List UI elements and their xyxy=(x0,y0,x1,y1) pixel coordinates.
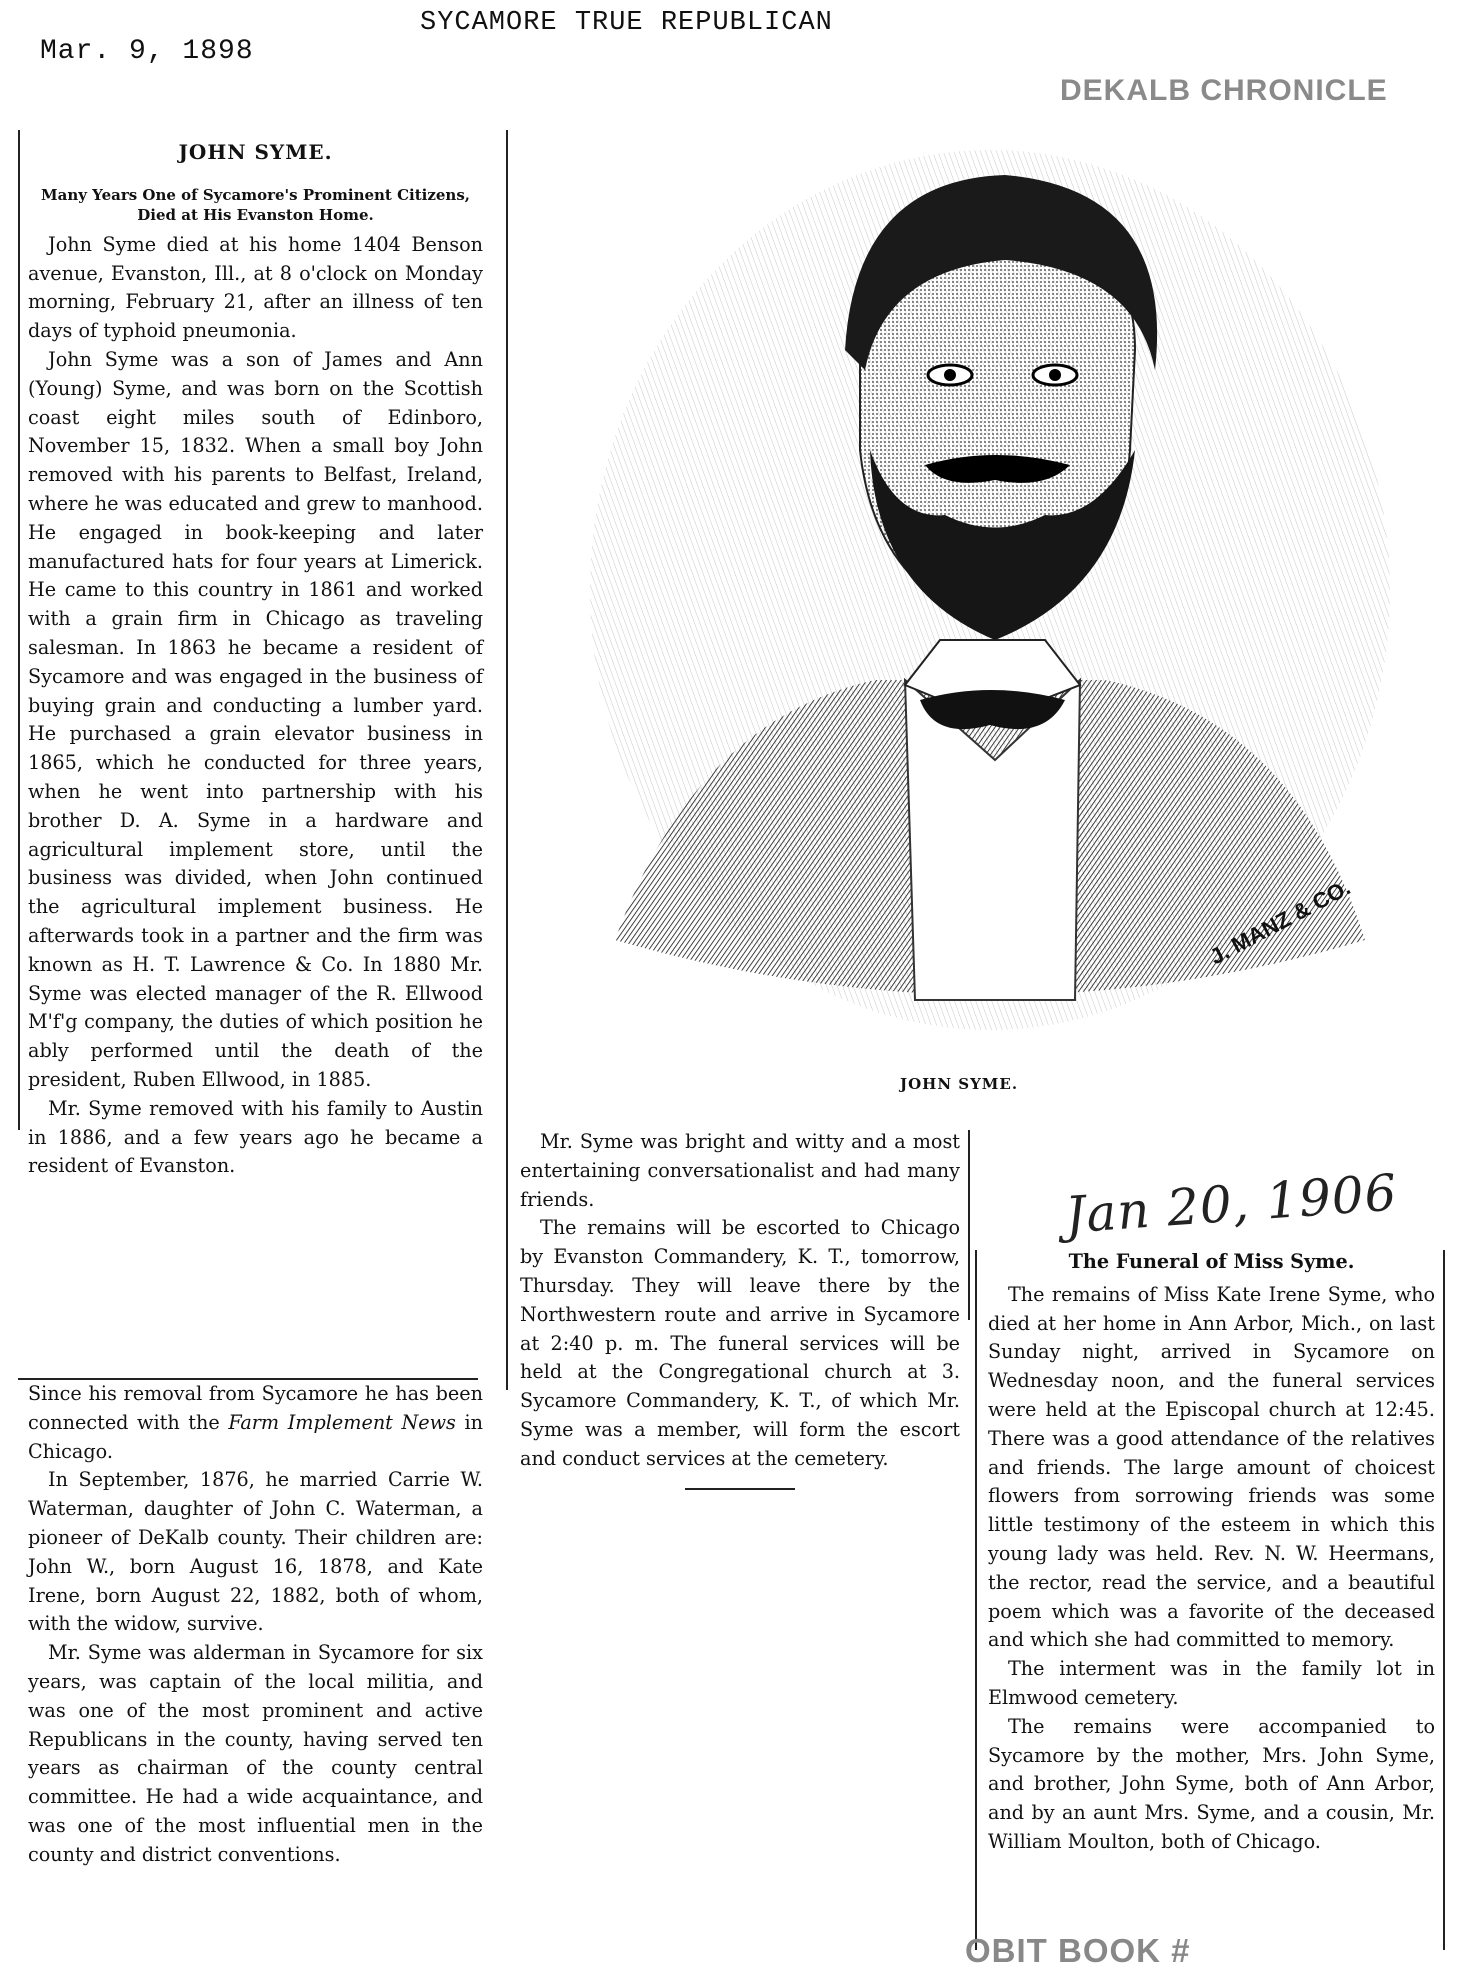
paragraph: The interment was in the family lot in Elmwood cemetery. xyxy=(988,1657,1435,1709)
paragraph-end: in Chicago. xyxy=(28,1410,483,1463)
article-column-1-continued xyxy=(28,1380,483,1870)
paragraph: The remains were accompanied to Sycamore by the mother, Mrs. John Syme, and brother, John Syme, both of Ann Arbor, and by an aunt Mrs. Syme, and a cousin, Mr. William Moulton, both of Chicago. xyxy=(988,1714,1435,1853)
article-column-1 xyxy=(28,134,483,1181)
paragraph xyxy=(28,1380,483,1466)
paragraph: Mr. Syme removed with his family to Austin in 1886, and a few years ago he became a resident of Evanston. xyxy=(28,1096,483,1178)
column-rule-middle xyxy=(506,130,508,1390)
paragraph: Mr. Syme was bright and witty and a most entertaining conversationalist and had many friends. xyxy=(520,1130,960,1211)
paragraph: John Syme was a son of James and Ann (Young) Syme, and was born on the Scottish coast eight miles south of Edinboro, November 15, 1832. When a small boy John removed with his parents to Belfast, Ireland, where he was educated and grew to manhood. He engaged in book-keeping and later manufactured hats for four years at Limerick. He came to this country in 1861 and worked with a grain firm in Chicago as traveling salesman. In 1863 he became a resident of Sycamore and was engaged in the business of buying grain and conducting a lumber yard. He purchased a grain elevator business in 1865, which he conducted for three years, when he went into partnership with his brother D. A. Syme in a hardware and agricultural implement store, until the business was divided, when John continued the agricultural implement business. He afterwards took in a partner and the firm was known as H. T. Lawrence & Co. In 1880 Mr. Syme was elected manager of the R. Ellwood M'f'g company, the duties of which position he ably performed until the death of the president, Ruben Ellwood, in 1885. xyxy=(28,347,483,1091)
funeral-article-headline: The Funeral of Miss Syme. xyxy=(1068,1250,1355,1273)
portrait-caption: JOHN SYME. xyxy=(900,1075,1019,1093)
paragraph: The remains will be escorted to Chicago by Evanston Commandery, K. T., tomorrow, Thursday. They will leave there by the Northwestern route and arrive in Sycamore at 2:40 p. m. The funeral services will be held at the Congregational church at 3. Sycamore Commandery, K. T., of which Mr. Syme was a member, will form the escort and conduct services at the cemetery. xyxy=(520,1216,960,1470)
handwritten-date: Jan 20, 1906 xyxy=(1063,1163,1400,1245)
newspaper-name: SYCAMORE TRUE REPUBLICAN xyxy=(420,8,833,38)
paragraph-start: Since his removal from Sycamore he has been connected with the xyxy=(28,1382,483,1434)
column-rule-3-right xyxy=(1443,1250,1445,1950)
john-syme-portrait xyxy=(575,120,1435,1080)
column-rule-2 xyxy=(968,1130,970,1320)
obit-book-label: OBIT BOOK # xyxy=(965,1932,1191,1969)
article-headline: JOHN SYME. xyxy=(178,140,333,164)
column-rule-left xyxy=(18,130,20,1130)
article-column-2 xyxy=(520,1128,960,1490)
funeral-article-column xyxy=(988,1248,1435,1857)
paragraph: In September, 1876, he married Carrie W. Waterman, daughter of John C. Waterman, a pioneer of DeKalb county. Their children are: John W., born August 16, 1878, and Kate Irene, born August 22, 1882, both of whom, with the widow, survive. xyxy=(28,1468,483,1636)
engraver-signature: J. MANZ & CO. xyxy=(1205,874,1355,970)
article-end-rule xyxy=(685,1488,795,1490)
clipping-date: Mar. 9, 1898 xyxy=(40,36,254,67)
paragraph: John Syme died at his home 1404 Benson avenue, Evanston, Ill., at 8 o'clock on Monday morning, February 21, after an illness of ten days of typhoid pneumonia. xyxy=(28,232,483,343)
column-rule-3-left xyxy=(975,1250,977,1950)
paragraph: Mr. Syme was alderman in Sycamore for six years, was captain of the local militia, and was one of the most prominent and active Republicans in the county, having served ten years as chairman of the county central committee. He had a wide acquaintance, and was one of the most influential men in the county and district conventions. xyxy=(28,1641,483,1866)
farm-implement-news-title: Farm Implement News xyxy=(228,1410,456,1434)
article-subheadline: Many Years One of Sycamore's Prominent Citizens, Died at His Evanston Home. xyxy=(41,185,470,224)
paragraph: The remains of Miss Kate Irene Syme, who died at her home in Ann Arbor, Mich., on last Sunday night, arrived in Sycamore on Wednesday noon, and the funeral services were held at the Episcopal church at 12:45. There was a good attendance of the relatives and friends. The large amount of choicest flowers from sorrowing friends was some little testimony of the esteem in which this young lady was held. Rev. N. W. Heermans, the rector, read the service, and a beautiful poem which was a favorite of the deceased and which she had committed to memory. xyxy=(988,1282,1435,1652)
dekalb-chronicle-stamp: DEKALB CHRONICLE xyxy=(1060,74,1388,107)
